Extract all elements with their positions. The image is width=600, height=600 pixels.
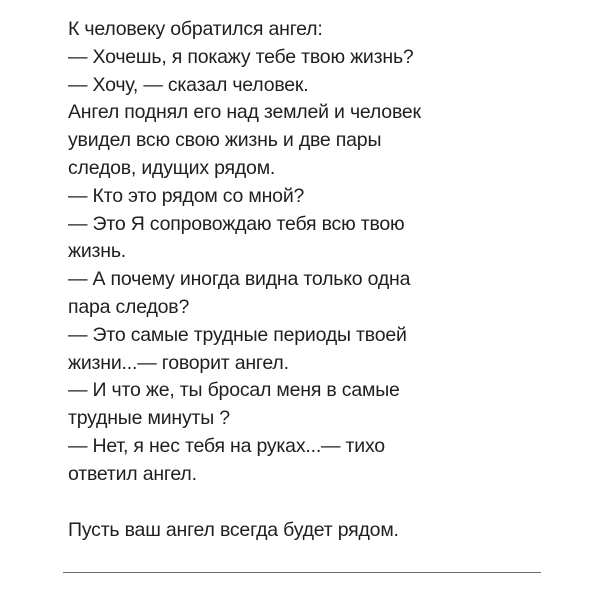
story-line: пара следов? — [68, 295, 190, 318]
bottom-divider — [63, 572, 541, 573]
story-line: увидел всю свою жизнь и две пары — [68, 129, 382, 152]
story-line: — А почему иногда видна только одна — [68, 268, 411, 291]
story-line: жизнь. — [68, 240, 127, 263]
story-line: Ангел поднял его над землей и человек — [68, 101, 421, 124]
paragraph-gap — [68, 489, 548, 517]
story-line: жизни...— говорит ангел. — [68, 351, 289, 374]
story-line: — Хочешь, я покажу тебе твою жизнь? — [68, 45, 414, 68]
story-line: следов, идущих рядом. — [68, 156, 276, 179]
story-line: — И что же, ты бросал меня в самые — [68, 379, 400, 402]
story-line: — Это Я сопровождаю тебя всю твою — [68, 212, 405, 235]
closing-line: Пусть ваш ангел всегда будет рядом. — [68, 518, 399, 541]
story-line: К человеку обратился ангел: — [68, 18, 323, 40]
story-line: — Это самые трудные периоды твоей — [68, 323, 407, 346]
story-line: ответил ангел. — [68, 462, 197, 485]
story-line: — Хочу, — сказал человек. — [68, 73, 309, 96]
story-text — [68, 16, 548, 544]
story-line: — Кто это рядом со мной? — [68, 184, 305, 207]
story-line: трудные минуты ? — [68, 407, 230, 430]
story-line: — Нет, я нес тебя на руках...— тихо — [68, 434, 385, 457]
